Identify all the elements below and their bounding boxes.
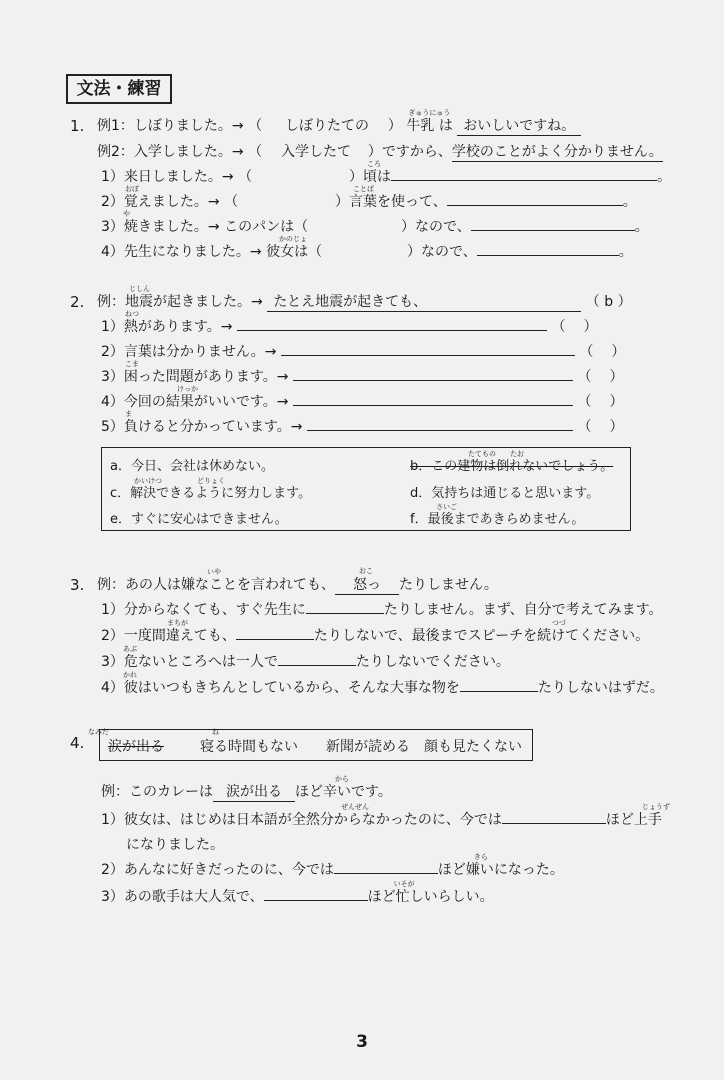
q2-option-a: a．今日、会社は休めない。 xyxy=(110,459,274,474)
q3-item-3: あぶ 3）危ないところへは一人で たりしないでください。 xyxy=(101,645,510,670)
q1-item-1: 1）来日しました。→ （ ころ ）頃は 。 xyxy=(101,160,671,185)
q4-choice-2: 寝る時間もない xyxy=(200,739,298,755)
q2-option-b: たてもの たお b．この建物は倒れないでしょう。 xyxy=(410,450,614,474)
q4-item-2-blank[interactable] xyxy=(334,873,438,874)
q1-item-4-blank[interactable] xyxy=(477,255,619,256)
q1-item-4: かのじょ 4）先生になりました。→ 彼女は（ ）なので、 。 xyxy=(101,235,633,260)
q1-item-1-blank[interactable] xyxy=(391,180,657,181)
q2-item-2-blank[interactable] xyxy=(281,355,575,356)
q4-item-1-blank[interactable] xyxy=(502,823,606,824)
q4-choice-4: 顔も見たくない xyxy=(424,739,522,755)
q4-item-1-continued: になりました。 xyxy=(126,837,224,853)
section-title: 文法・練習 xyxy=(66,74,172,104)
q4-item-3: 3）あの歌手は大人気で、 いそが ほど忙しいらしい。 xyxy=(101,880,494,905)
q2-number: 2. xyxy=(70,293,85,311)
q2-item-4-blank[interactable] xyxy=(293,405,573,406)
q3-example-answer: おこ 怒っ xyxy=(335,576,399,595)
q2-example: じしん 例：地震が起きました。→ たとえ地震が起きても、 （ b ） xyxy=(97,285,632,310)
q4-example: 例：このカレーは 涙が出る から ほど辛いです。 xyxy=(101,775,392,800)
q3-item-1-blank[interactable] xyxy=(306,613,384,614)
q2-item-4: けっか 4）今回の結果がいいです。→ （ ） xyxy=(101,385,624,410)
q4-choice-1-furigana: なみだ xyxy=(88,728,109,736)
q3-example: いや 例：あの人は嫌なことを言われても、 おこ 怒っ たりしません。 xyxy=(97,567,498,593)
q3-item-4: かれ 4）彼はいつもきちんとしているから、そんな大事な物を たりしないはずだ。 xyxy=(101,671,664,696)
q4-choice-2-furigana: ね xyxy=(212,728,219,736)
q4-item-2: 2）あんなに好きだったのに、今では きら ほど嫌いになった。 xyxy=(101,853,564,878)
q3-number: 3. xyxy=(70,576,85,594)
q4-choice-3: 新聞が読める xyxy=(326,739,410,755)
q2-example-answer: たとえ地震が起きても、 xyxy=(267,293,581,312)
q2-item-2: 2）言葉は分かりません。→ （ ） xyxy=(101,344,626,360)
q3-item-2: まちが 2）一度間違えても、 つづ たりしないで、最後までスピーチを続けてください。 xyxy=(101,619,650,644)
q1-example2: 例2：入学しました。→ （ 入学したて ）ですから、学校のことがよく分かりません。 xyxy=(97,144,663,160)
q4-number: 4. xyxy=(70,734,85,752)
q1-item-3-blank[interactable] xyxy=(471,230,635,231)
q1-ex1-answer: おいしいですね。 xyxy=(457,117,581,136)
q1-item-2-blank[interactable] xyxy=(447,205,623,206)
q2-option-c: かいけつ どりょく c．解決できるように努力します。 xyxy=(110,477,312,501)
q3-item-3-blank[interactable] xyxy=(278,665,356,666)
q3-item-2-blank[interactable] xyxy=(236,639,314,640)
q2-option-e: e．すぐに安心はできません。 xyxy=(110,512,288,527)
q3-item-4-blank[interactable] xyxy=(460,691,538,692)
q1-ex2-answer: 学校のことがよく分かりません。 xyxy=(451,144,663,160)
q1-example1: 例1：しぼりました。→ （ しぼりたての ） ぎゅうにゅう 牛乳 は おいしいですね。 xyxy=(97,117,581,136)
page-number: 3 xyxy=(356,1032,368,1052)
q1-item-3: や 3）焼きました。→ このパンは（ ）なので、 。 xyxy=(101,210,649,235)
q1-item-2: おぼ 2）覚えました。→ （ ことば ）言葉を使って、 。 xyxy=(101,185,637,210)
q4-item-3-blank[interactable] xyxy=(264,900,368,901)
q4-example-answer: 涙が出る xyxy=(213,783,295,802)
q2-option-f: さいご f．最後まであきらめません。 xyxy=(410,503,585,527)
q1-number: 1. xyxy=(70,117,85,135)
q2-item-3: こま 3）困った問題があります。→ （ ） xyxy=(101,360,624,385)
q4-item-1: ぜんぜん 1）彼女は、はじめは日本語が全然分からなかったのに、今では じょうず ほど上手 xyxy=(101,803,670,828)
q2-item-5-blank[interactable] xyxy=(307,430,573,431)
q3-item-1: 1）分からなくても、すぐ先生に たりしません。まず、自分で考えてみます。 xyxy=(101,602,663,618)
q2-option-d: d．気持ちは通じると思います。 xyxy=(410,486,600,501)
q2-item-1: ねつ 1）熱があります。→ （ ） xyxy=(101,310,598,335)
q2-item-1-blank[interactable] xyxy=(237,330,547,331)
q2-item-3-blank[interactable] xyxy=(293,380,573,381)
q2-item-5: ま 5）負けると分かっています。→ （ ） xyxy=(101,410,624,435)
q4-choice-1: 涙が出る xyxy=(108,739,164,755)
